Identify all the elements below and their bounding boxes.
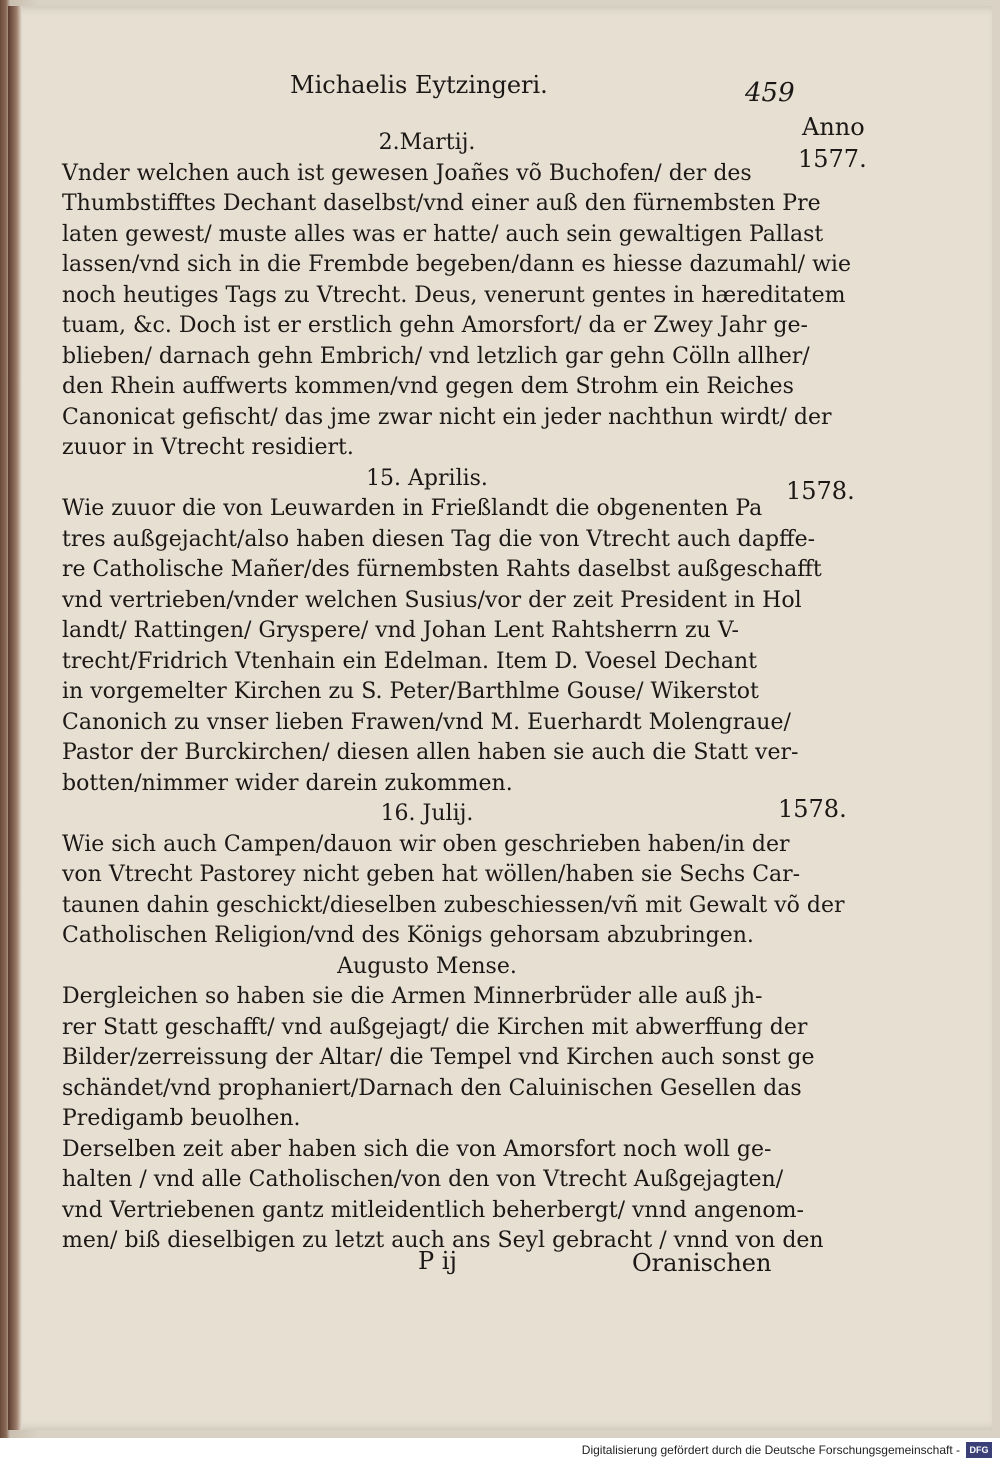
section-heading: 16. Julij. <box>380 801 474 826</box>
text-line: laten gewest/ muste alles was er hatte/ auch sein gewaltigen Pallast <box>62 221 824 247</box>
text-line: men/ biß dieselbigen zu letzt auch ans Seyl gebracht / vnnd von den <box>62 1228 824 1253</box>
text-line: in vorgemelter Kirchen zu S. Peter/Barthlme Gouse/ Wikerstot <box>62 679 759 704</box>
signature-mark: P ij <box>418 1247 457 1275</box>
text-line: lassen/vnd sich in die Frembde begeben/dann es hiesse dazumahl/ wie <box>62 252 851 277</box>
margin-note-year: 1578. <box>778 795 847 823</box>
text-line: Bilder/zerreissung der Altar/ die Tempel vnd Kirchen auch sonst ge <box>62 1045 815 1070</box>
text-line: von Vtrecht Pastorey nicht geben hat wöllen/haben sie Sechs Car- <box>62 862 801 887</box>
text-line: Wie zuuor die von Leuwarden in Frießlandt die obgenenten Pa <box>62 496 763 521</box>
text-line: Vnder welchen auch ist gewesen Joañes võ Buchofen/ der des <box>62 160 752 186</box>
text-line: zuuor in Vtrecht residiert. <box>62 435 354 460</box>
text-line: halten / vnd alle Catholischen/von den von Vtrecht Außgejagten/ <box>62 1167 784 1192</box>
text-line: schändet/vnd prophaniert/Darnach den Caluinischen Gesellen das <box>62 1075 802 1101</box>
text-line: Thumbstifftes Dechant daselbst/vnd einer auß den fürnembsten Pre <box>62 191 821 216</box>
text-line: Derselben zeit aber haben sich die von Amorsfort noch woll ge- <box>62 1136 772 1162</box>
text-line: re Catholische Mañer/des fürnembsten Rahts daselbst außgeschafft <box>62 557 822 582</box>
page-gutter <box>8 6 22 1430</box>
text-line: Canonicat gefischt/ das jme zwar nicht ein jeder nachthun wirdt/ der <box>62 404 832 430</box>
text-line: den Rhein auffwerts kommen/vnd gegen dem Strohm ein Reiches <box>62 374 794 399</box>
text-line: tres außgejacht/also haben diesen Tag die von Vtrecht auch dapffe- <box>62 526 816 552</box>
text-line: Wie sich auch Campen/dauon wir oben geschrieben haben/in der <box>62 831 790 857</box>
text-line: rer Statt geschafft/ vnd außgejagt/ die Kirchen mit abwerffung der <box>62 1014 808 1040</box>
section-heading: Augusto Mense. <box>337 953 517 979</box>
text-line: Predigamb beuolhen. <box>62 1106 301 1131</box>
text-line: tuam, &c. Doch ist er erstlich gehn Amorsfort/ da er Zwey Jahr ge- <box>62 313 808 338</box>
text-line: blieben/ darnach gehn Embrich/ vnd letzlich gar gehn Cölln allher/ <box>62 343 810 369</box>
text-line: botten/nimmer wider darein zukommen. <box>62 770 513 796</box>
text-line: Dergleichen so haben sie die Armen Minnerbrüder alle auß jh- <box>62 984 763 1009</box>
section-heading: 2.Martij. <box>378 130 476 155</box>
section-heading: 15. Aprilis. <box>366 465 488 491</box>
text-line: noch heutiges Tags zu Vtrecht. Deus, venerunt gentes in hæreditatem <box>62 282 846 308</box>
text-line: landt/ Rattingen/ Gryspere/ vnd Johan Lent Rahtsherrn zu V- <box>62 618 739 643</box>
margin-note-year: 1577. <box>798 145 867 173</box>
text-line: taunen dahin geschickt/dieselben zubeschiessen/vñ mit Gewalt võ der <box>62 892 845 918</box>
dfg-logo-icon: DFG <box>966 1442 992 1458</box>
running-title: Michaelis Eytzingeri. <box>290 71 548 99</box>
margin-note-year: 1578. <box>786 477 855 505</box>
text-line: Pastor der Burckirchen/ diesen allen haben sie auch die Statt ver- <box>62 740 799 765</box>
page-number: 459 <box>745 78 795 108</box>
text-line: vnd vertrieben/vnder welchen Susius/vor der zeit President in Hol <box>62 587 802 613</box>
text-line: Catholischen Religion/vnd des Königs gehorsam abzubringen. <box>62 923 754 948</box>
margin-note-anno: Anno <box>802 113 865 141</box>
catchword: Oranischen <box>632 1249 772 1277</box>
text-line: Canonich zu vnser lieben Frawen/vnd M. Euerhardt Molengraue/ <box>62 709 791 735</box>
text-line: vnd Vertriebenen gantz mitleidentlich beherbergt/ vnnd angenom- <box>62 1197 804 1223</box>
text-line: trecht/Fridrich Vtenhain ein Edelman. Item D. Voesel Dechant <box>62 648 757 674</box>
digitization-notice: Digitalisierung gefördert durch die Deutsche Forschungsgemeinschaft - <box>581 1443 960 1457</box>
